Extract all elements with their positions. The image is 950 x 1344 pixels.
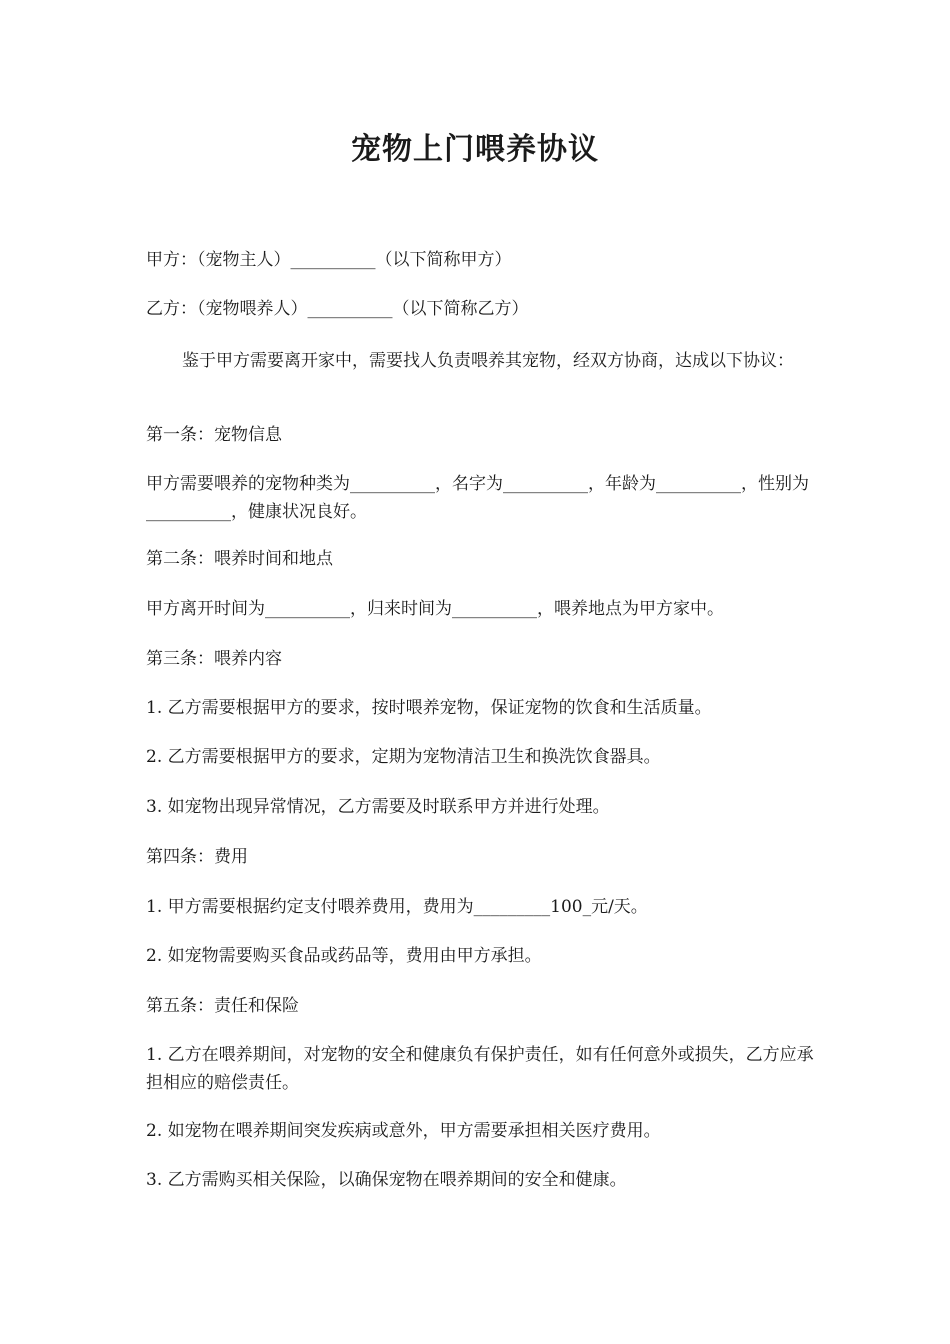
article-4-item-2: 2. 如宠物需要购买食品或药品等，费用由甲方承担。 (146, 946, 542, 966)
article-4-heading: 第四条：费用 (146, 847, 248, 867)
article-2-heading: 第二条：喂养时间和地点 (146, 549, 333, 569)
preamble-paragraph: 鉴于甲方需要离开家中，需要找人负责喂养其宠物，经双方协商，达成以下协议： (182, 351, 794, 371)
article-4-item-1: 1. 甲方需要根据约定支付喂养费用，费用为_________100_元/天。 (146, 897, 648, 917)
article-3-item-1: 1. 乙方需要根据甲方的要求，按时喂养宠物，保证宠物的饮食和生活质量。 (146, 698, 712, 718)
article-5-item-2: 2. 如宠物在喂养期间突发疾病或意外，甲方需要承担相关医疗费用。 (146, 1121, 661, 1141)
article-3-item-3: 3. 如宠物出现异常情况，乙方需要及时联系甲方并进行处理。 (146, 797, 610, 817)
article-5-item-1: 1. 乙方在喂养期间，对宠物的安全和健康负有保护责任，如有任何意外或损失，乙方应承担相应的赔偿责任。 (146, 1045, 814, 1093)
article-3-item-2: 2. 乙方需要根据甲方的要求，定期为宠物清洁卫生和换洗饮食器具。 (146, 747, 661, 767)
article-3-heading: 第三条：喂养内容 (146, 649, 282, 669)
article-5-item-3: 3. 乙方需购买相关保险，以确保宠物在喂养期间的安全和健康。 (146, 1170, 627, 1190)
article-2-body: 甲方离开时间为__________，归来时间为__________，喂养地点为甲方家中。 (146, 599, 724, 619)
article-5-heading: 第五条：责任和保险 (146, 996, 299, 1016)
document-title: 宠物上门喂养协议 (351, 132, 599, 167)
party-a-line: 甲方：（宠物主人）__________（以下简称甲方） (146, 250, 512, 270)
article-1-body: 甲方需要喂养的宠物种类为__________，名字为__________，年龄为__________，性别为__________，健康状况良好。 (146, 474, 809, 522)
party-b-line: 乙方：（宠物喂养人）__________（以下简称乙方） (146, 299, 529, 319)
article-1-heading: 第一条：宠物信息 (146, 425, 282, 445)
